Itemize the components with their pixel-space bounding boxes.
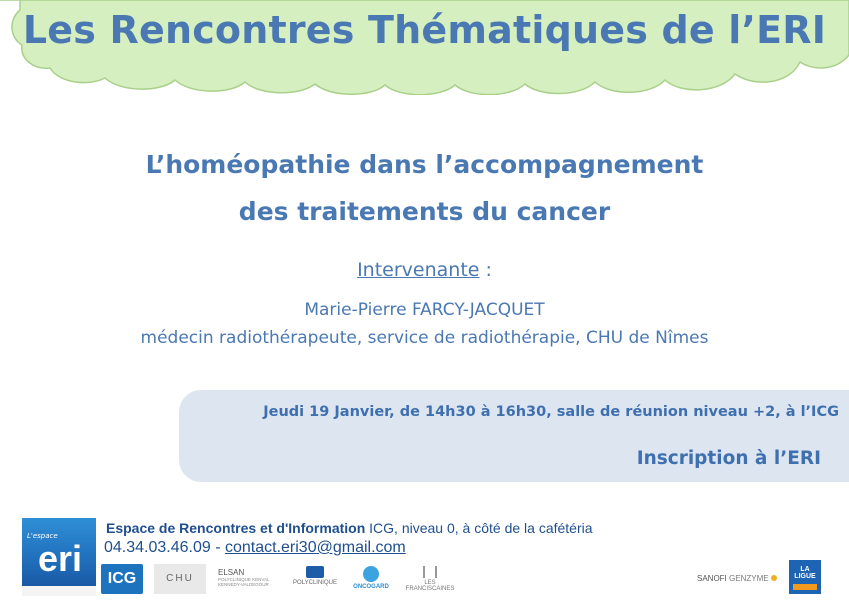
- oncogard-logo-text: ONCOGARD: [353, 584, 389, 590]
- genzyme-logo-text: GENZYME: [726, 574, 769, 583]
- polyclinique-mark-icon: [306, 566, 324, 578]
- speaker-role: médecin radiothérapeute, service de radiothérapie, CHU de Nîmes: [140, 328, 709, 348]
- la-ligue-logo: [789, 560, 821, 594]
- la-ligue-bar-icon: [793, 584, 817, 590]
- footer: [0, 510, 849, 606]
- elsan-logo-text: ELSAN: [218, 568, 245, 577]
- org-location: ICG, niveau 0, à côté de la cafétéria: [365, 520, 593, 536]
- eri-logo-text: eri: [38, 538, 83, 579]
- la-ligue-logo-text: LA LIGUE: [794, 566, 816, 580]
- chu-logo: CHU: [154, 564, 206, 594]
- elsan-logo: [218, 568, 278, 587]
- polyclinique-logo-text: POLYCLINIQUE: [293, 580, 337, 586]
- icg-logo: ICG: [101, 564, 143, 594]
- eri-logo-strip: [22, 586, 96, 596]
- event-date-location: Jeudi 19 Janvier, de 14h30 à 16h30, salle de réunion niveau +2, à l’ICG: [263, 404, 839, 420]
- elsan-logo-subtext: POLYCLINIQUE KENVAL KENNEDY-VALDEGOUR: [218, 577, 270, 587]
- oncogard-mark-icon: [363, 566, 379, 582]
- org-info: [106, 520, 593, 536]
- contact-separator: -: [210, 539, 225, 556]
- speaker-label: Intervenante: [357, 259, 480, 281]
- phone-number: 04.34.03.46.09: [104, 539, 211, 556]
- event-info-box: [179, 390, 849, 482]
- speaker-label-suffix: :: [479, 259, 492, 281]
- contact-info: [104, 539, 406, 557]
- registration-text: Inscription à l’ERI: [636, 448, 821, 469]
- sanofi-genzyme-logo: [697, 574, 777, 583]
- franciscaines-mark-icon: [423, 566, 437, 578]
- eri-logo: [22, 518, 96, 596]
- sanofi-logo-text: SANOFI: [697, 574, 727, 583]
- eri-logo-small-text: L'espace: [27, 532, 58, 540]
- speaker-name: Marie-Pierre FARCY-JACQUET: [304, 300, 545, 320]
- email-link[interactable]: contact.eri30@gmail.com: [224, 539, 406, 556]
- polyclinique-logo: [290, 566, 340, 586]
- speaker-heading: [0, 259, 849, 281]
- franciscaines-logo: [400, 566, 460, 592]
- org-name: Espace de Rencontres et d'Information: [106, 520, 366, 536]
- talk-title-line-2: des traitements du cancer: [238, 197, 611, 226]
- franciscaines-logo-text: LES FRANCISCAINES: [405, 580, 455, 592]
- oncogard-logo: [351, 566, 391, 590]
- talk-title-line-1: L’homéopathie dans l’accompagnement: [145, 150, 704, 179]
- sanofi-dot-icon: [771, 575, 777, 581]
- page-title: Les Rencontres Thématiques de l’ERI: [22, 8, 827, 52]
